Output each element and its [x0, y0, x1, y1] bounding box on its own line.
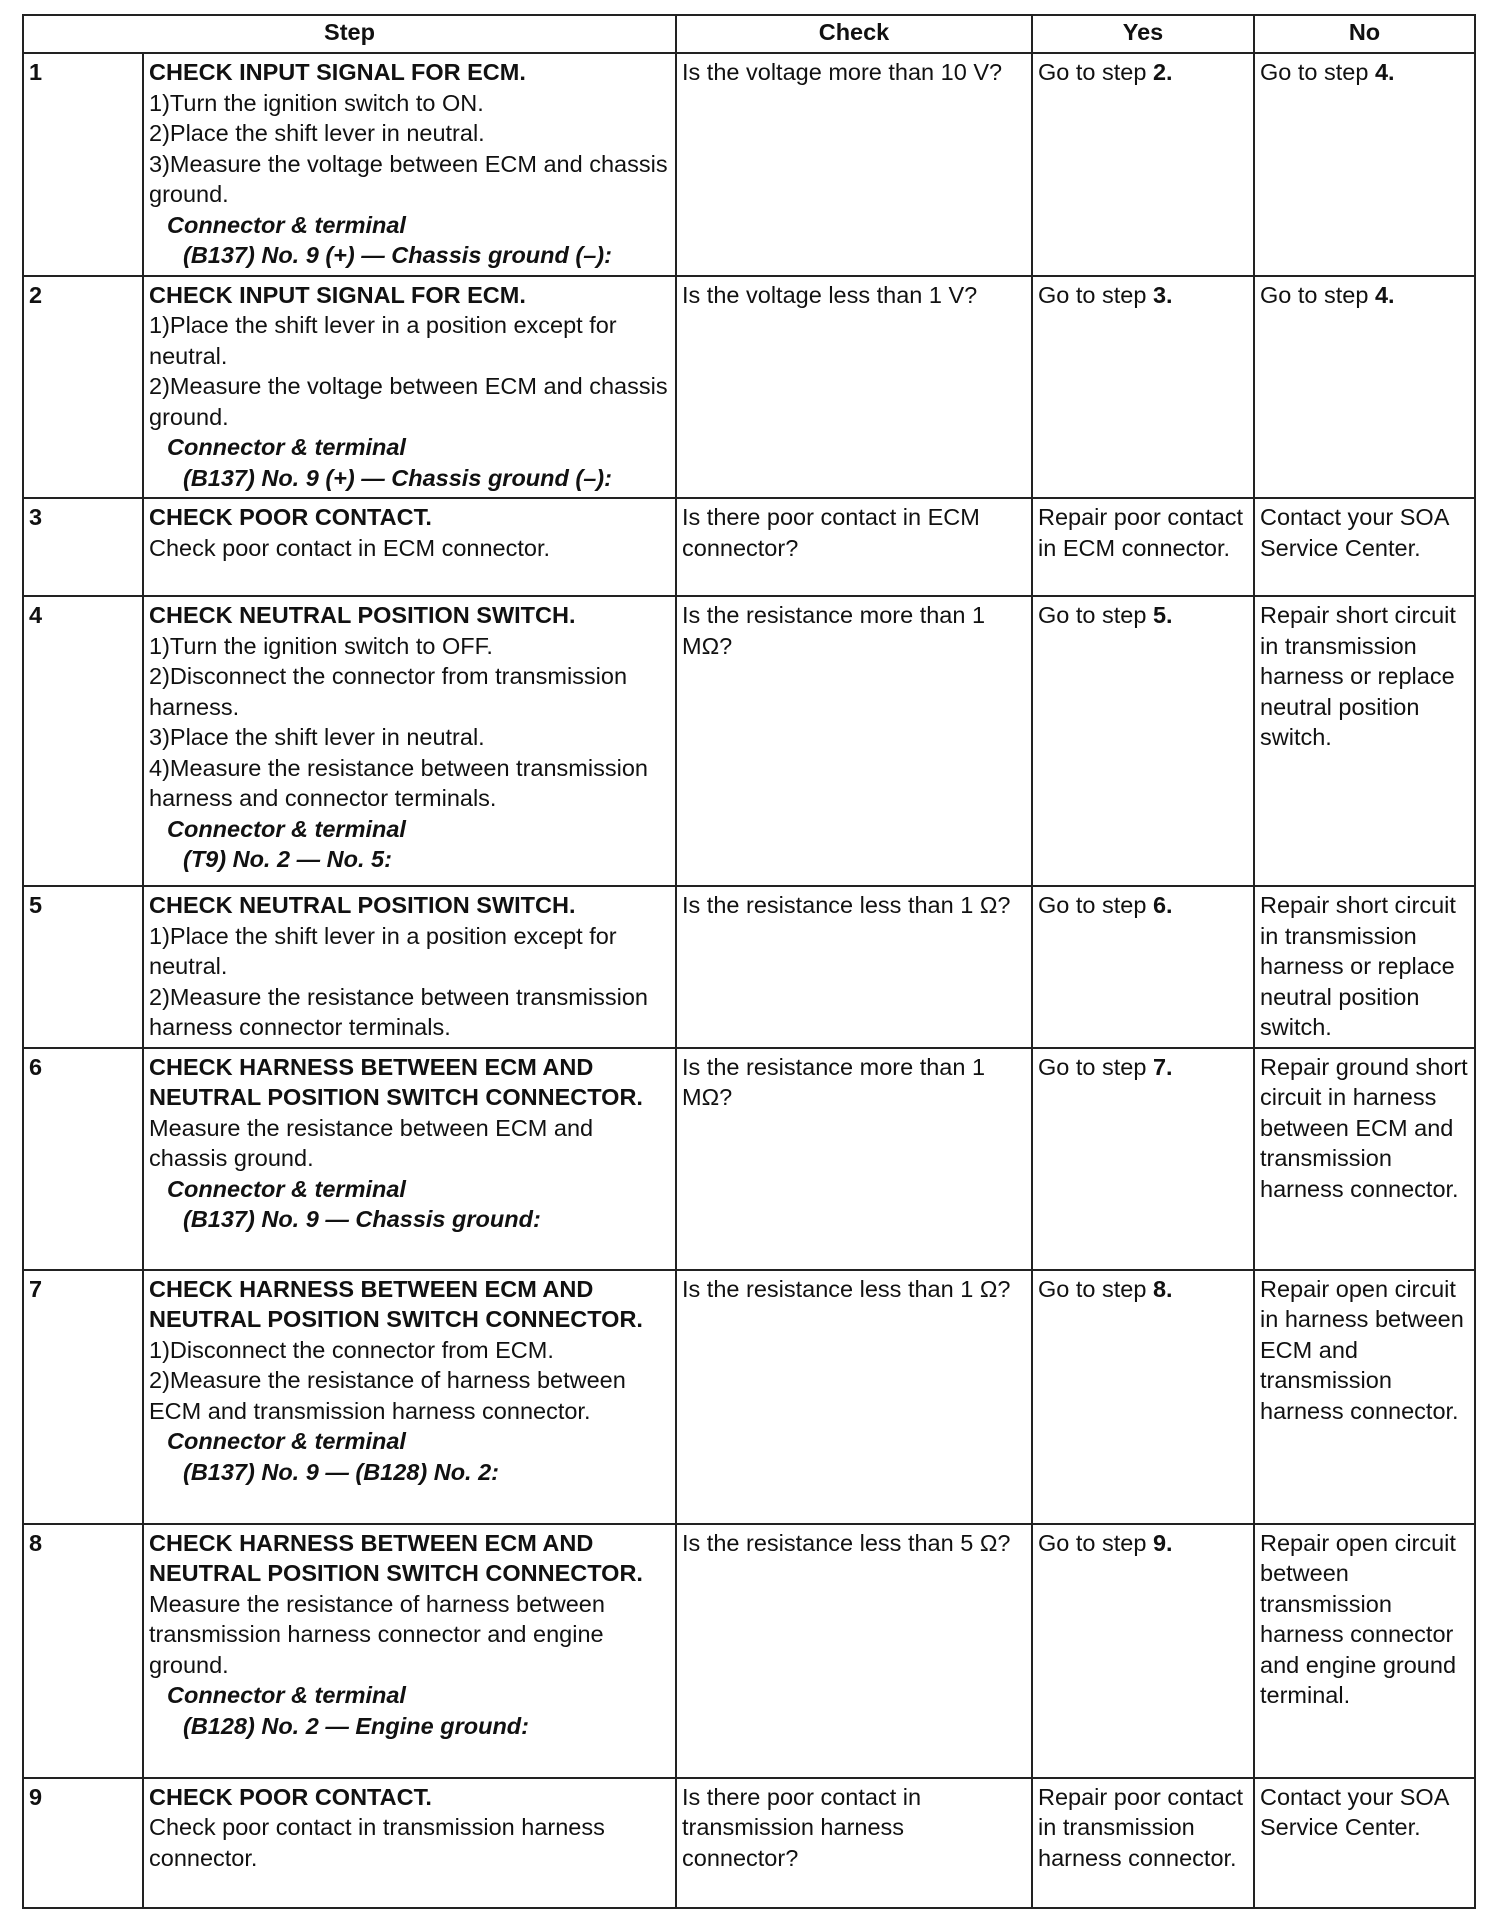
connector-terminal-value: (B128) No. 2 — Engine ground: — [183, 1712, 529, 1739]
yes-step-ref: 9. — [1152, 1529, 1173, 1556]
step-description — [143, 276, 676, 499]
step-number: 8 — [23, 1524, 143, 1778]
step-column-header: Step — [23, 15, 676, 53]
yes-go-to-text: Go to step — [1038, 892, 1153, 918]
no-go-to-text: Go to step — [1260, 59, 1375, 85]
step-number: 1 — [23, 53, 143, 276]
no-step-ref: 4. — [1374, 59, 1395, 85]
connector-terminal-value: (T9) No. 2 — No. 5: — [183, 846, 392, 872]
step-instruction: 1)Turn the ignition switch to OFF. — [149, 632, 493, 659]
table-row — [23, 498, 1475, 596]
yes-action — [1032, 53, 1254, 276]
step-number: 3 — [23, 498, 143, 596]
step-instruction: 1)Place the shift lever in a position except for neutral. — [149, 922, 617, 979]
step-instruction: 3)Measure the voltage between ECM and chassis ground. — [149, 150, 668, 207]
check-question: Is the voltage more than 10 V? — [676, 53, 1032, 276]
step-number: 4 — [23, 596, 143, 886]
step-title: CHECK HARNESS BETWEEN ECM AND NEUTRAL POSITION SWITCH CONNECTOR. — [149, 1053, 643, 1110]
check-question: Is the resistance less than 1 Ω? — [676, 1270, 1032, 1524]
table-row — [23, 1778, 1475, 1908]
table-row — [23, 1048, 1475, 1270]
yes-step-ref: 6. — [1152, 892, 1173, 918]
no-action — [1254, 1524, 1475, 1778]
yes-action-text: Repair poor contact in transmission harness connector. — [1038, 1783, 1244, 1871]
no-action-text: Repair short circuit in transmission harness or replace neutral position switch. — [1260, 892, 1456, 1040]
connector-label: Connector & terminal — [167, 1682, 406, 1708]
yes-action — [1032, 498, 1254, 596]
step-instruction: Check poor contact in ECM connector. — [149, 534, 551, 561]
connector-label: Connector & terminal — [167, 211, 406, 238]
table-body — [23, 53, 1475, 1908]
step-description — [143, 596, 676, 886]
step-instruction: Measure the resistance of harness between transmission harness connector and engine ground. — [149, 1590, 605, 1678]
no-go-to-text: Go to step — [1260, 281, 1375, 308]
yes-go-to-text: Go to step — [1038, 1275, 1153, 1302]
connector-label: Connector & terminal — [167, 434, 406, 460]
yes-step-ref: 3. — [1152, 281, 1173, 308]
step-description — [143, 1048, 676, 1270]
step-number: 9 — [23, 1778, 143, 1908]
step-description — [143, 53, 676, 276]
connector-label: Connector & terminal — [167, 1175, 406, 1202]
table-row — [23, 53, 1475, 276]
step-instruction: 1)Place the shift lever in a position except for neutral. — [149, 312, 617, 369]
no-step-ref: 4. — [1374, 281, 1395, 308]
step-instruction: 2)Measure the resistance of harness between ECM and transmission harness connector. — [149, 1367, 626, 1424]
yes-column-header: Yes — [1032, 15, 1254, 53]
yes-action — [1032, 1270, 1254, 1524]
no-action — [1254, 886, 1475, 1048]
yes-action-text: Repair poor contact in ECM connector. — [1038, 504, 1244, 561]
step-description — [143, 1778, 676, 1908]
yes-action — [1032, 276, 1254, 499]
connector-label: Connector & terminal — [167, 1428, 406, 1454]
no-action — [1254, 53, 1475, 276]
connector-terminal-value: (B137) No. 9 (+) — Chassis ground (–): — [183, 464, 612, 491]
no-action-text: Contact your SOA Service Center. — [1260, 504, 1449, 561]
yes-action — [1032, 1778, 1254, 1908]
yes-go-to-text: Go to step — [1038, 281, 1153, 308]
yes-go-to-text: Go to step — [1038, 59, 1153, 85]
check-question: Is there poor contact in ECM connector? — [676, 498, 1032, 596]
yes-step-ref: 7. — [1152, 1053, 1173, 1080]
step-title: CHECK HARNESS BETWEEN ECM AND NEUTRAL POSITION SWITCH CONNECTOR. — [149, 1275, 643, 1332]
yes-step-ref: 5. — [1152, 602, 1173, 628]
no-action-text: Repair open circuit in harness between ECM and transmission harness connector. — [1260, 1275, 1464, 1424]
yes-go-to-text: Go to step — [1038, 1053, 1153, 1080]
step-instruction: 1)Turn the ignition switch to ON. — [149, 89, 484, 116]
no-action — [1254, 1778, 1475, 1908]
check-question: Is the resistance less than 5 Ω? — [676, 1524, 1032, 1778]
no-action-text: Contact your SOA Service Center. — [1260, 1783, 1449, 1840]
yes-go-to-text: Go to step — [1038, 602, 1153, 628]
check-question: Is the resistance more than 1 MΩ? — [676, 596, 1032, 886]
table-row — [23, 596, 1475, 886]
no-action — [1254, 1270, 1475, 1524]
connector-terminal-value: (B137) No. 9 — (B128) No. 2: — [183, 1458, 500, 1485]
check-question: Is the voltage less than 1 V? — [676, 276, 1032, 499]
no-action — [1254, 596, 1475, 886]
header-row — [23, 15, 1475, 53]
check-column-header: Check — [676, 15, 1032, 53]
check-question: Is there poor contact in transmission harness connector? — [676, 1778, 1032, 1908]
step-instruction: Check poor contact in transmission harness connector. — [149, 1814, 605, 1871]
table-row — [23, 276, 1475, 499]
step-description — [143, 1524, 676, 1778]
step-number: 2 — [23, 276, 143, 499]
step-title: CHECK INPUT SIGNAL FOR ECM. — [149, 59, 526, 85]
check-question: Is the resistance less than 1 Ω? — [676, 886, 1032, 1048]
table-row — [23, 886, 1475, 1048]
step-instruction: 4)Measure the resistance between transmission harness and connector terminals. — [149, 754, 648, 811]
step-title: CHECK NEUTRAL POSITION SWITCH. — [149, 892, 576, 918]
no-action — [1254, 1048, 1475, 1270]
no-action-text: Repair open circuit between transmission harness connector and engine ground terminal. — [1260, 1529, 1457, 1708]
step-instruction: 2)Disconnect the connector from transmission harness. — [149, 663, 628, 720]
no-column-header: No — [1254, 15, 1475, 53]
step-title: CHECK HARNESS BETWEEN ECM AND NEUTRAL POSITION SWITCH CONNECTOR. — [149, 1529, 643, 1586]
no-action — [1254, 276, 1475, 499]
step-instruction: 1)Disconnect the connector from ECM. — [149, 1336, 554, 1363]
step-instruction: 2)Place the shift lever in neutral. — [149, 120, 485, 146]
no-action-text: Repair short circuit in transmission harness or replace neutral position switch. — [1260, 602, 1456, 750]
no-action-text: Repair ground short circuit in harness between ECM and transmission harness connector. — [1260, 1053, 1468, 1202]
step-instruction: 2)Measure the voltage between ECM and chassis ground. — [149, 373, 668, 430]
step-instruction: 3)Place the shift lever in neutral. — [149, 724, 485, 750]
connector-label: Connector & terminal — [167, 815, 406, 842]
step-title: CHECK INPUT SIGNAL FOR ECM. — [149, 281, 526, 308]
yes-action — [1032, 886, 1254, 1048]
table-row — [23, 1270, 1475, 1524]
yes-step-ref: 8. — [1152, 1275, 1173, 1302]
connector-terminal-value: (B137) No. 9 (+) — Chassis ground (–): — [183, 242, 612, 268]
step-number: 6 — [23, 1048, 143, 1270]
diagnostic-table — [22, 14, 1476, 1909]
step-number: 7 — [23, 1270, 143, 1524]
no-action — [1254, 498, 1475, 596]
step-title: CHECK POOR CONTACT. — [149, 504, 432, 530]
yes-action — [1032, 1048, 1254, 1270]
step-description — [143, 1270, 676, 1524]
step-instruction: 2)Measure the resistance between transmission harness connector terminals. — [149, 983, 648, 1040]
yes-step-ref: 2. — [1152, 59, 1173, 85]
yes-go-to-text: Go to step — [1038, 1529, 1153, 1556]
table-row — [23, 1524, 1475, 1778]
connector-terminal-value: (B137) No. 9 — Chassis ground: — [183, 1206, 541, 1232]
step-instruction: Measure the resistance between ECM and chassis ground. — [149, 1114, 594, 1171]
yes-action — [1032, 596, 1254, 886]
check-question: Is the resistance more than 1 MΩ? — [676, 1048, 1032, 1270]
yes-action — [1032, 1524, 1254, 1778]
step-title: CHECK NEUTRAL POSITION SWITCH. — [149, 602, 576, 628]
step-title: CHECK POOR CONTACT. — [149, 1783, 432, 1810]
step-number: 5 — [23, 886, 143, 1048]
step-description — [143, 498, 676, 596]
step-description — [143, 886, 676, 1048]
